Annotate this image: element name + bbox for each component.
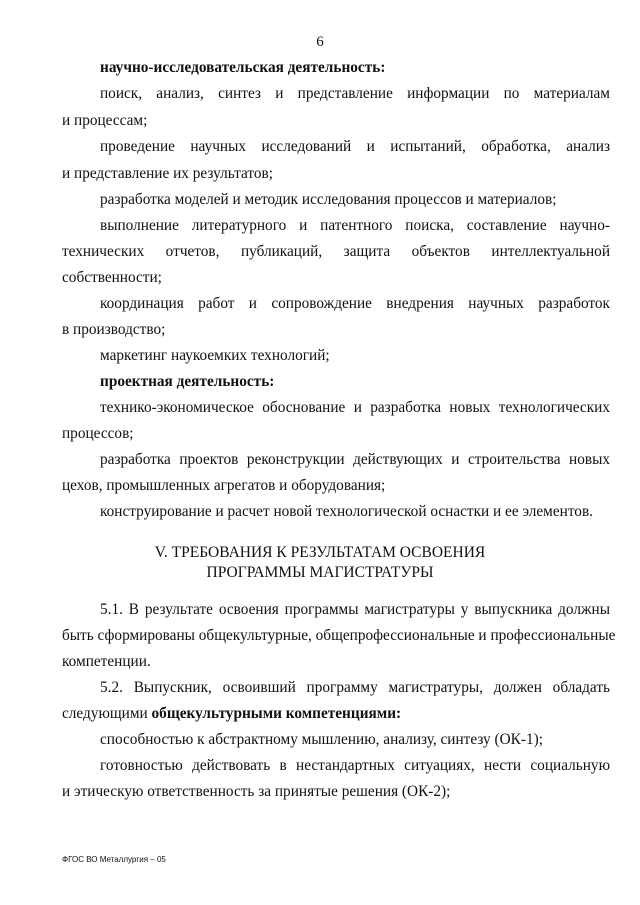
text-line: в производство; (62, 321, 166, 338)
text-line: разработка проектов реконструкции действующих и строительства новых (100, 451, 610, 468)
competency-line: способностью к абстрактному мышлению, анализу, синтезу (ОК-1); (100, 731, 543, 748)
text-line: поиск, анализ, синтез и представление информации по материалам (100, 85, 610, 102)
text-line: технико-экономическое обоснование и разработка новых технологических (100, 399, 610, 416)
text-line: разработка моделей и методик исследования процессов и материалов; (100, 191, 557, 208)
text-line: собственности; (62, 269, 162, 286)
text-line: и представление их результатов; (62, 165, 273, 182)
text-line: процессов; (62, 425, 134, 442)
text-line: цехов, промышленных агрегатов и оборудования; (62, 477, 386, 494)
chapter-title-line-1: V. ТРЕБОВАНИЯ К РЕЗУЛЬТАТАМ ОСВОЕНИЯ (154, 544, 486, 561)
competency-line: и этическую ответственность за принятые решения (ОК-2); (62, 783, 451, 800)
clause-5-1-line: компетенции. (62, 653, 151, 670)
clause-5-2-text: следующими (62, 705, 152, 722)
chapter-title-line-2: ПРОГРАММЫ МАГИСТРАТУРЫ (206, 564, 434, 581)
general-cultural-competencies-label: общекультурными компетенциями: (151, 705, 402, 722)
clause-5-2-line (62, 705, 610, 723)
text-line: координация работ и сопровождение внедрения научных разработок (100, 295, 610, 312)
text-line: выполнение литературного и патентного поиска, составление научно- (100, 217, 610, 234)
clause-5-1-line: быть сформированы общекультурные, общепрофессиональные и профессиональные (62, 627, 616, 644)
text-line: конструирование и расчет новой технологической оснастки и ее элементов. (100, 503, 593, 520)
clause-5-2-line: 5.2. Выпускник, освоивший программу магистратуры, должен обладать (100, 679, 610, 696)
text-line: технических отчетов, публикаций, защита объектов интеллектуальной (62, 243, 610, 260)
text-line: и процессам; (62, 112, 148, 129)
project-activity-heading: проектная деятельность: (100, 373, 275, 390)
page-number: 6 (316, 34, 324, 50)
competency-line: готовностью действовать в нестандартных ситуациях, нести социальную (100, 757, 610, 774)
research-activity-heading: научно-исследовательская деятельность: (100, 59, 386, 76)
clause-5-1-line: 5.1. В результате освоения программы магистратуры у выпускника должны (100, 601, 610, 618)
text-line: проведение научных исследований и испытаний, обработка, анализ (100, 138, 610, 155)
text-line: маркетинг наукоемких технологий; (100, 347, 330, 364)
document-footer: ФГОС ВО Металлургия – 05 (62, 855, 166, 864)
